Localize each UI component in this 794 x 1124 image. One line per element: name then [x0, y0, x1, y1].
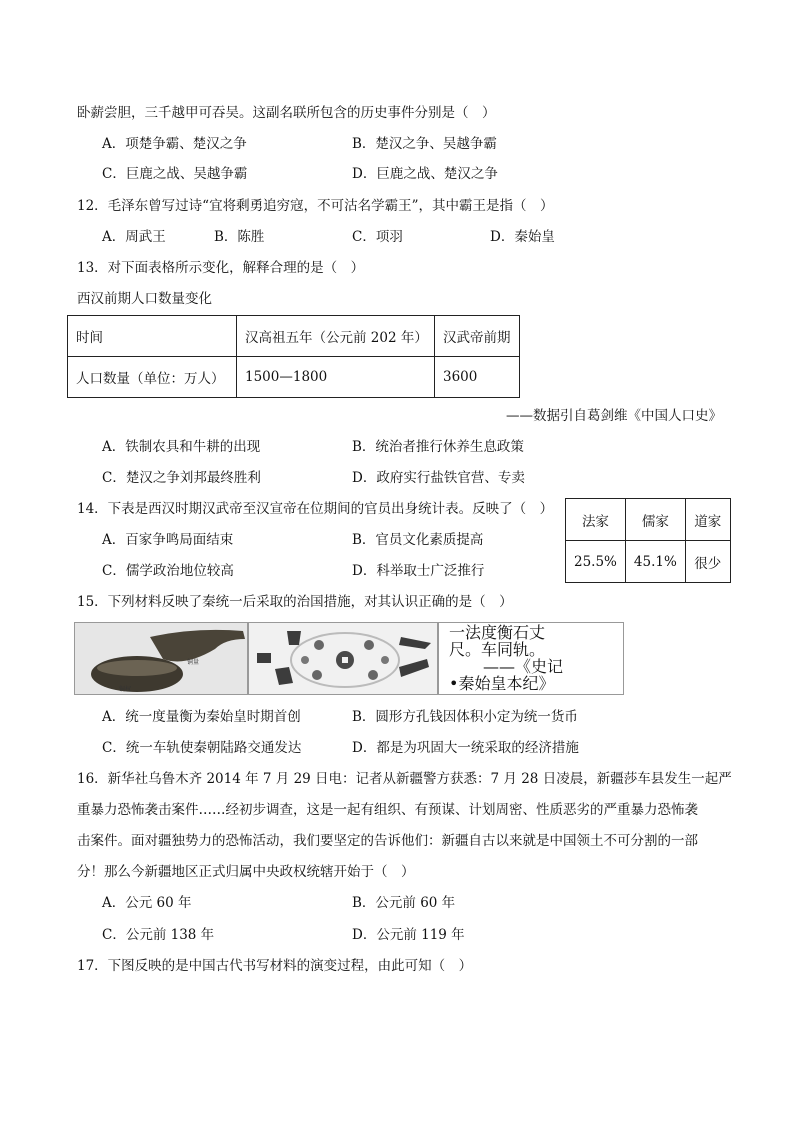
q16-option-c[interactable]: C．公元前 138 年 — [102, 927, 215, 943]
q11-option-c[interactable]: C．巨鹿之战、吴越争霸 — [102, 166, 248, 182]
ancient-coins-icon — [249, 623, 437, 694]
shiji-quote-image — [438, 622, 624, 695]
q11-option-a[interactable]: A．项楚争霸、楚汉之争 — [102, 136, 247, 152]
q14-value-confucian: 45.1% — [625, 541, 685, 583]
bronze-weight-label: 铜权 — [119, 686, 132, 693]
q14-header-daoist: 道家 — [685, 499, 730, 541]
q14-header-legalist: 法家 — [566, 499, 626, 541]
q13-row-label: 人口数量（单位：万人） — [68, 357, 237, 398]
q14-option-a[interactable]: A．百家争鸣局面结束 — [102, 532, 234, 548]
bronze-measure-icon — [75, 623, 247, 694]
q13-value-gaozu: 1500—1800 — [237, 357, 435, 398]
q12-option-c[interactable]: C．项羽 — [352, 229, 403, 245]
q14-option-c[interactable]: C．儒学政治地位较高 — [102, 563, 234, 579]
q16-stem-line-3: 击案件。面对疆独势力的恐怖活动，我们要坚定的告诉他们：新疆自古以来就是中国领土不可分割的一部 — [77, 833, 698, 849]
q12-stem: 12．毛泽东曾写过诗“宜将剩勇追穷寇，不可沽名学霸王”，其中霸王是指（ ） — [77, 198, 554, 214]
q11-stem: 卧薪尝胆，三千越甲可吞吴。这副名联所包含的历史事件分别是（ ） — [77, 105, 496, 121]
q12-option-d[interactable]: D．秦始皇 — [490, 229, 555, 245]
q13-header-time: 时间 — [68, 316, 237, 357]
q16-stem-line-4: 分！那么今新疆地区正式归属中央政权统辖开始于（ ） — [77, 864, 415, 880]
q13-header-wudi: 汉武帝前期 — [435, 316, 520, 357]
q16-stem-line-1: 16．新华社乌鲁木齐 2014 年 7 月 29 日电：记者从新疆警方获悉：7 月 28 日凌晨，新疆莎车县发生一起严 — [77, 771, 732, 787]
quote-line-4: •秦始皇本纪》 — [449, 674, 555, 693]
q13-option-c[interactable]: C．楚汉之争刘邦最终胜利 — [102, 470, 261, 486]
q13-option-d[interactable]: D．政府实行盐铁官营、专卖 — [352, 470, 525, 486]
q14-option-b[interactable]: B．官员文化素质提高 — [352, 532, 484, 548]
q12-option-a[interactable]: A．周武王 — [102, 229, 166, 245]
q13-option-a[interactable]: A．铁制农具和牛耕的出现 — [102, 439, 261, 455]
bronze-measure-label: 铜量 — [187, 659, 200, 666]
q13-option-b[interactable]: B．统治者推行休养生息政策 — [352, 439, 524, 455]
q15-option-c[interactable]: C．统一车轨使秦朝陆路交通发达 — [102, 740, 302, 756]
q13-header-gaozu: 汉高祖五年（公元前 202 年） — [237, 316, 435, 357]
quote-line-3: ——《史记 — [483, 657, 564, 676]
q14-origin-table — [565, 498, 731, 583]
q13-stem: 13．对下面表格所示变化，解释合理的是（ ） — [77, 260, 365, 276]
q14-value-legalist: 25.5% — [566, 541, 626, 583]
q16-option-a[interactable]: A．公元 60 年 — [102, 895, 192, 911]
bronze-measures-image — [74, 622, 248, 695]
q14-header-confucian: 儒家 — [625, 499, 685, 541]
q15-stem: 15．下列材料反映了秦统一后采取的治国措施，对其认识正确的是（ ） — [77, 594, 513, 610]
q14-value-daoist: 很少 — [685, 541, 730, 583]
q15-option-d[interactable]: D．都是为巩固大一统采取的经济措施 — [352, 740, 579, 756]
q15-option-a[interactable]: A．统一度量衡为秦始皇时期首创 — [102, 709, 301, 725]
q14-option-d[interactable]: D．科举取士广泛推行 — [352, 563, 485, 579]
q11-option-b[interactable]: B．楚汉之争、吴越争霸 — [352, 136, 497, 152]
q16-stem-line-2: 重暴力恐怖袭击案件……经初步调查，这是一起有组织、有预谋、计划周密、性质恶劣的严重暴力恐怖袭 — [77, 802, 698, 818]
q13-table-title: 西汉前期人口数量变化 — [77, 291, 212, 307]
q13-source: ——数据引自葛剑维《中国人口史》 — [506, 408, 722, 424]
q13-population-table — [67, 315, 520, 398]
quote-line-2: 尺。车同轨。 — [449, 640, 546, 659]
q13-value-wudi: 3600 — [435, 357, 520, 398]
q17-stem: 17．下图反映的是中国古代书写材料的演变过程，由此可知（ ） — [77, 958, 473, 974]
q16-option-b[interactable]: B．公元前 60 年 — [352, 895, 456, 911]
q12-option-b[interactable]: B．陈胜 — [214, 229, 265, 245]
q16-option-d[interactable]: D．公元前 119 年 — [352, 927, 465, 943]
quote-line-1: 一法度衡石丈 — [449, 623, 546, 642]
q11-option-d[interactable]: D．巨鹿之战、楚汉之争 — [352, 166, 498, 182]
coins-image — [248, 622, 438, 695]
q14-stem: 14．下表是西汉时期汉武帝至汉宣帝在位期间的官员出身统计表。反映了（ ） — [77, 501, 554, 517]
q15-option-b[interactable]: B．圆形方孔钱因体积小定为统一货币 — [352, 709, 578, 725]
